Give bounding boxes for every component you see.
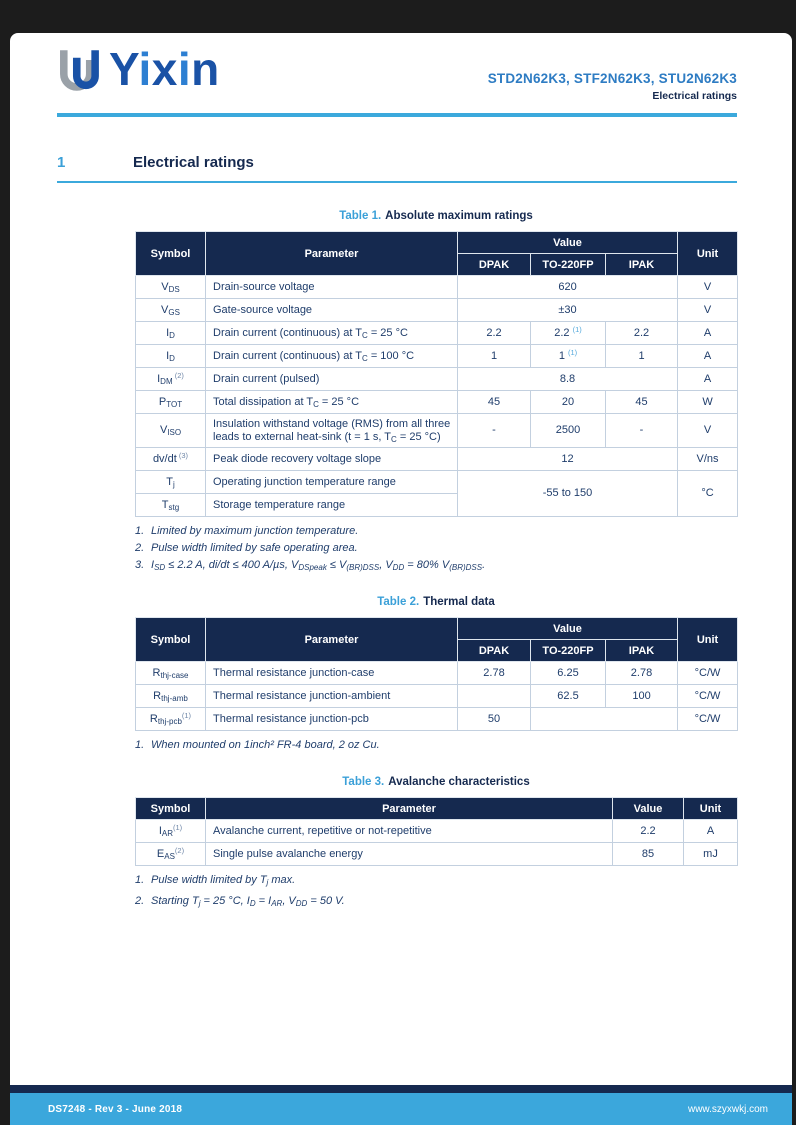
table-header-row bbox=[136, 798, 738, 820]
column-header-symbol: Symbol bbox=[136, 618, 206, 662]
cell-value: 2500 bbox=[531, 414, 606, 448]
footnote-number: 1. bbox=[135, 874, 145, 886]
cell-value: 20 bbox=[531, 391, 606, 414]
column-header-to220fp: TO-220FP bbox=[531, 640, 606, 662]
absolute-maximum-ratings-table bbox=[135, 231, 738, 517]
cell-value-empty bbox=[531, 708, 678, 731]
table2-footnotes bbox=[135, 737, 737, 754]
column-header-parameter: Parameter bbox=[206, 798, 613, 820]
cell-value: 1 bbox=[606, 345, 678, 368]
table2-caption bbox=[135, 596, 737, 610]
footnote-number: 2. bbox=[135, 542, 145, 554]
cell-symbol: $I_D$ bbox=[136, 345, 206, 368]
cell-value: ±30 bbox=[458, 299, 678, 322]
cell-unit: A bbox=[678, 322, 738, 345]
cell-value: 85 bbox=[613, 843, 684, 866]
cell-parameter: Total dissipation at $T_C = 25$ °C bbox=[206, 391, 458, 414]
cell-value: 2.78 bbox=[458, 662, 531, 685]
column-header-dpak: DPAK bbox=[458, 254, 531, 276]
column-header-value: Value bbox=[458, 232, 678, 254]
table-row bbox=[136, 820, 738, 843]
cell-symbol: $V_{ISO}$ bbox=[136, 414, 206, 448]
footnote-text: When mounted on 1inch² FR-4 board, 2 oz Cu. bbox=[151, 739, 380, 751]
table-caption-label: Table 2. bbox=[377, 596, 420, 608]
table-row bbox=[136, 448, 738, 471]
table-row bbox=[136, 685, 738, 708]
cell-symbol: $R_{thj-pcb}^{(1)}$ bbox=[136, 708, 206, 731]
cell-unit: V bbox=[678, 414, 738, 448]
column-header-to220fp: TO-220FP bbox=[531, 254, 606, 276]
footnote bbox=[135, 557, 737, 574]
column-header-unit: Unit bbox=[678, 618, 738, 662]
cell-unit: V bbox=[678, 276, 738, 299]
cell-parameter: Insulation withstand voltage (RMS) from all three leads to external heat-sink (t = 1 s, $T_C = 25$ °C) bbox=[206, 414, 458, 448]
footnote-number: 1. bbox=[135, 739, 145, 751]
cell-symbol: $R_{thj-amb}$ bbox=[136, 685, 206, 708]
cell-symbol: dv/dt $^{(3)}$ bbox=[136, 448, 206, 471]
page-content bbox=[135, 183, 737, 914]
table-header-row bbox=[136, 618, 738, 640]
cell-value: 1 bbox=[458, 345, 531, 368]
thermal-data-table bbox=[135, 617, 738, 731]
logo-u-icon bbox=[56, 47, 104, 101]
cell-parameter: Drain-source voltage bbox=[206, 276, 458, 299]
column-header-symbol: Symbol bbox=[136, 798, 206, 820]
section-heading bbox=[57, 154, 737, 171]
cell-unit: °C bbox=[678, 471, 738, 517]
footnote-text: Starting $T_j = 25$ °C, $I_D = I_{AR}$, $V_{DD} = 50$ V. bbox=[151, 895, 345, 908]
website-link[interactable]: www.szyxwkj.com bbox=[687, 1103, 768, 1115]
footnote bbox=[135, 893, 737, 910]
company-logo bbox=[56, 43, 220, 101]
table-row bbox=[136, 843, 738, 866]
cell-parameter: Peak diode recovery voltage slope bbox=[206, 448, 458, 471]
cell-symbol: $P_{TOT}$ bbox=[136, 391, 206, 414]
logo-letter: n bbox=[191, 43, 220, 95]
cell-value: 2.78 bbox=[606, 662, 678, 685]
header-rule bbox=[57, 113, 737, 117]
table3-caption bbox=[135, 776, 737, 790]
logo-letter: Y bbox=[109, 43, 139, 95]
column-header-ipak: IPAK bbox=[606, 254, 678, 276]
footnote bbox=[135, 540, 737, 557]
cell-parameter: Single pulse avalanche energy bbox=[206, 843, 613, 866]
cell-parameter: Thermal resistance junction-ambient bbox=[206, 685, 458, 708]
document-revision: DS7248 - Rev 3 - June 2018 bbox=[48, 1103, 183, 1115]
table-row bbox=[136, 345, 738, 368]
column-header-unit: Unit bbox=[684, 798, 738, 820]
cell-value: 12 bbox=[458, 448, 678, 471]
cell-value: 45 bbox=[458, 391, 531, 414]
table1-caption bbox=[135, 210, 737, 224]
cell-unit: A bbox=[684, 820, 738, 843]
cell-symbol: $V_{DS}$ bbox=[136, 276, 206, 299]
cell-value: 45 bbox=[606, 391, 678, 414]
cell-parameter: Drain current (pulsed) bbox=[206, 368, 458, 391]
column-header-symbol: Symbol bbox=[136, 232, 206, 276]
cell-unit: A bbox=[678, 345, 738, 368]
logo-letter: i bbox=[138, 43, 152, 95]
cell-parameter: Drain current (continuous) at $T_C = 25$ °C bbox=[206, 322, 458, 345]
section-title: Electrical ratings bbox=[133, 154, 254, 171]
cell-value: 6.25 bbox=[531, 662, 606, 685]
cell-symbol: $I_D$ bbox=[136, 322, 206, 345]
logo-letter: i bbox=[177, 43, 192, 95]
logo-letter: x bbox=[151, 43, 178, 95]
cell-value: 50 bbox=[458, 708, 531, 731]
footnote bbox=[135, 523, 737, 540]
column-header-parameter: Parameter bbox=[206, 232, 458, 276]
table-caption-label: Table 1. bbox=[339, 210, 382, 222]
table3-footnotes bbox=[135, 872, 737, 910]
table-row bbox=[136, 708, 738, 731]
section-number: 1 bbox=[57, 154, 66, 171]
table-row bbox=[136, 391, 738, 414]
cell-parameter: Thermal resistance junction-pcb bbox=[206, 708, 458, 731]
cell-symbol: $I_{AR}^{(1)}$ bbox=[136, 820, 206, 843]
cell-value: 620 bbox=[458, 276, 678, 299]
table-row bbox=[136, 471, 738, 494]
cell-unit: °C/W bbox=[678, 708, 738, 731]
cell-unit: A bbox=[678, 368, 738, 391]
footnote bbox=[135, 872, 737, 889]
cell-value: 100 bbox=[606, 685, 678, 708]
cell-unit: °C/W bbox=[678, 685, 738, 708]
avalanche-characteristics-table bbox=[135, 797, 738, 866]
table-row bbox=[136, 414, 738, 448]
cell-symbol: $T_{stg}$ bbox=[136, 494, 206, 517]
footer-bar bbox=[10, 1093, 792, 1125]
table-row bbox=[136, 299, 738, 322]
cell-value: 1 $^{(1)}$ bbox=[531, 345, 606, 368]
cell-value: 2.2 $^{(1)}$ bbox=[531, 322, 606, 345]
header-right bbox=[488, 71, 737, 102]
table-row bbox=[136, 276, 738, 299]
cell-symbol: $E_{AS}^{(2)}$ bbox=[136, 843, 206, 866]
cell-value: 62.5 bbox=[531, 685, 606, 708]
cell-unit: V/ns bbox=[678, 448, 738, 471]
cell-value: 2.2 bbox=[613, 820, 684, 843]
cell-parameter: Operating junction temperature range bbox=[206, 471, 458, 494]
cell-value: -55 to 150 bbox=[458, 471, 678, 517]
cell-value: - bbox=[458, 414, 531, 448]
cell-parameter: Avalanche current, repetitive or not-repetitive bbox=[206, 820, 613, 843]
table-header-row bbox=[136, 232, 738, 254]
logo-wordmark bbox=[109, 43, 220, 95]
footnote-number: 3. bbox=[135, 559, 145, 571]
column-header-value: Value bbox=[458, 618, 678, 640]
cell-value: - bbox=[606, 414, 678, 448]
column-header-unit: Unit bbox=[678, 232, 738, 276]
cell-value: 8.8 bbox=[458, 368, 678, 391]
column-header-value: Value bbox=[613, 798, 684, 820]
footnote-text: $I_{SD} \le 2.2$ A, di/dt ≤ 400 A/µs, $V_{DSpeak} \le V_{(BR)DSS}$, $V_{DD} = 80\%$ $V_{(BR)DSS}$. bbox=[151, 559, 486, 572]
cell-unit: mJ bbox=[684, 843, 738, 866]
table-caption-title: Thermal data bbox=[423, 596, 495, 608]
cell-parameter: Storage temperature range bbox=[206, 494, 458, 517]
table-caption-title: Absolute maximum ratings bbox=[385, 210, 533, 222]
page-subtitle: Electrical ratings bbox=[652, 90, 737, 102]
cell-parameter: Gate-source voltage bbox=[206, 299, 458, 322]
footnote-number: 2. bbox=[135, 895, 145, 907]
table-row bbox=[136, 662, 738, 685]
cell-unit: W bbox=[678, 391, 738, 414]
cell-symbol: $R_{thj-case}$ bbox=[136, 662, 206, 685]
cell-symbol: $I_{DM}$ $^{(2)}$ bbox=[136, 368, 206, 391]
cell-symbol: $V_{GS}$ bbox=[136, 299, 206, 322]
footnote-text: Pulse width limited by safe operating area. bbox=[151, 542, 358, 554]
cell-parameter: Drain current (continuous) at $T_C = 100$ °C bbox=[206, 345, 458, 368]
cell-unit: V bbox=[678, 299, 738, 322]
cell-value: 2.2 bbox=[458, 322, 531, 345]
table-caption-label: Table 3. bbox=[342, 776, 385, 788]
footnote-text: Pulse width limited by $T_j$ max. bbox=[151, 874, 296, 887]
column-header-ipak: IPAK bbox=[606, 640, 678, 662]
table-row bbox=[136, 368, 738, 391]
footnote-text: Limited by maximum junction temperature. bbox=[151, 525, 359, 537]
cell-value: 2.2 bbox=[606, 322, 678, 345]
footer-divider-bar bbox=[10, 1085, 792, 1093]
table-row bbox=[136, 322, 738, 345]
cell-unit: °C/W bbox=[678, 662, 738, 685]
table-caption-title: Avalanche characteristics bbox=[388, 776, 530, 788]
datasheet-page bbox=[10, 33, 792, 1125]
product-title: STD2N62K3, STF2N62K3, STU2N62K3 bbox=[487, 71, 737, 86]
cell-parameter: Thermal resistance junction-case bbox=[206, 662, 458, 685]
footnote bbox=[135, 737, 737, 754]
column-header-parameter: Parameter bbox=[206, 618, 458, 662]
table1-footnotes bbox=[135, 523, 737, 574]
cell-value-empty bbox=[458, 685, 531, 708]
column-header-dpak: DPAK bbox=[458, 640, 531, 662]
cell-symbol: $T_j$ bbox=[136, 471, 206, 494]
footnote-number: 1. bbox=[135, 525, 145, 537]
